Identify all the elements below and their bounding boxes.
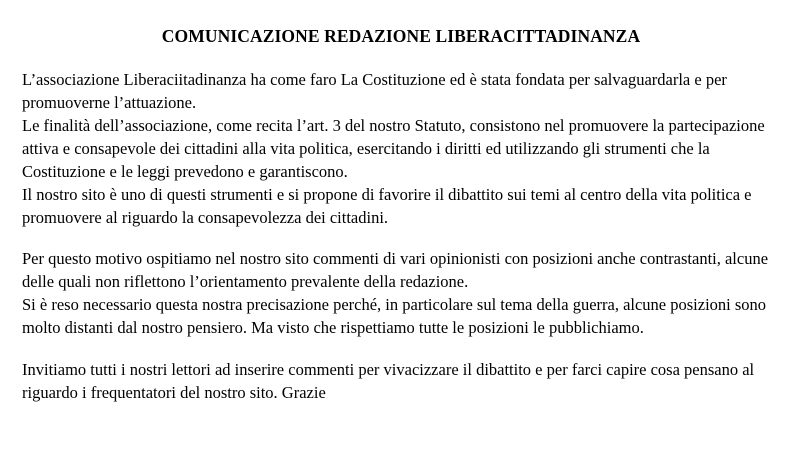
- paragraph-spacer-2: [22, 340, 780, 359]
- paragraph-5: Si è reso necessario questa nostra precisazione perché, in particolare sul tema della guerra, alcune posizioni sono molto distanti dal nostro pensiero. Ma visto che rispettiamo tutte le posizioni le pubblichiamo.: [22, 295, 767, 338]
- paragraph-3: Il nostro sito è uno di questi strumenti e si propone di favorire il dibattito sui temi al centro della vita politica e promuovere al riguardo la consapevolezza dei cittadini.: [22, 184, 752, 227]
- document-body: [22, 69, 780, 405]
- paragraph-2: Le finalità dell’associazione, come recita l’art. 3 del nostro Statuto, consistono nel promuovere la partecipazione attiva e consapevole dei cittadini alla vita politica, esercitando i diritti ed utilizzando gli strumenti che la Costituzione e le leggi prevedono e garantiscono.: [22, 115, 765, 181]
- page-title: COMUNICAZIONE REDAZIONE LIBERACITTADINANZA: [161, 26, 641, 46]
- paragraph-4: Per questo motivo ospitiamo nel nostro sito commenti di vari opinionisti con posizioni anche contrastanti, alcune delle quali non riflettono l’orientamento prevalente della redazione.: [22, 249, 769, 292]
- paragraph-6: Invitiamo tutti i nostri lettori ad inserire commenti per vivacizzare il dibattito e per farci capire cosa pensano al riguardo i frequentatori del nostro sito. Grazie: [22, 360, 755, 403]
- paragraph-spacer-1: [22, 229, 780, 248]
- paragraph-1: L’associazione Liberaciitadinanza ha come faro La Costituzione ed è stata fondata per salvaguardarla e per promuoverne l’attuazione.: [22, 70, 727, 112]
